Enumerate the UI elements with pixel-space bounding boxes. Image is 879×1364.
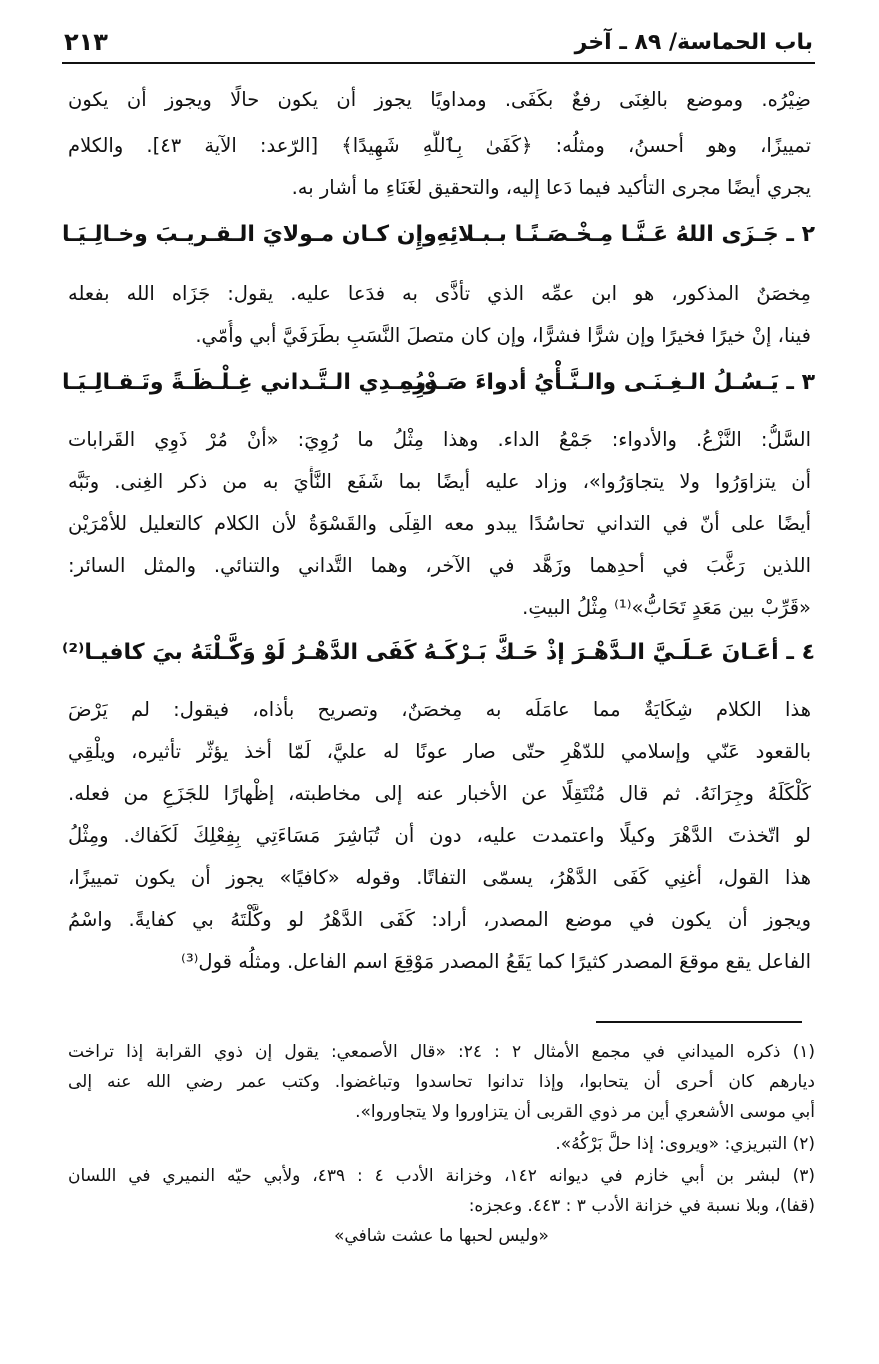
page-header (62, 26, 815, 64)
body-line: ويجوز أن يكون في موضع المصدر، أراد: كَفَى الدَّهْرُ لو وكَّلْتَهُ بي كفايةً. واسْمُ (68, 908, 811, 931)
verse-4 (62, 640, 815, 680)
verse-hemistich-second: كَفَى الدَّهْـرُ لَوْ وَكَّـلْتَهُ بيَ كافيـا⁽²⁾ (62, 640, 417, 665)
footnote-line: (٢) التبريزي: «ويروى: إذا حلَّ بَرْكُهُ». (555, 1134, 815, 1154)
body-line: كَلْكَلَهُ وجِرَانَهُ. ثم قال مُنْتَقِلًا عن الأخبار عنه إلى مخاطبته، إظْهارًا للجَزَعِ من فعله. (68, 782, 811, 805)
body-line: مِخصَنٌ المذكور، هو ابن عمِّه الذي تأذَّى به فدَعا عليه. يقول: جَزَاه الله بفعله (68, 282, 811, 305)
verse-2 (62, 222, 815, 262)
body-line: أيضًا على أنّ في التداني تحاسُدًا يبدو معه القِلَى والقَسْوَةُ لأن الكلام كالتعليل للأمْرَيْن (68, 512, 811, 535)
verse-hemistich-first: ٣ ـ يَـسُـلُ الـغِـنَـى والـنَّـأْيُ أدواءَ صَـدْرِهِ (400, 370, 815, 395)
body-line: «قَرِّبْ بين مَعَدٍ تَحَابُّ»⁽¹⁾ مِثْلُ البيتِ. (522, 596, 811, 619)
footnote-line: (قفا)، وبلا نسبة في خزانة الأدب ٣ : ٤٤٣. وعجزه: (468, 1196, 815, 1216)
footnote-line: ديارهم كان أحرى أن يتحابوا، وإذا تدانوا تحاسدوا وتباغضوا. وكتب عمر رضي الله عنه إلى (68, 1072, 815, 1092)
verse-hemistich-second: ويُـبـدِي الـتَّـداني غِـلْـظَـةً وتَـقـالِـيَـا (62, 370, 438, 395)
running-title: باب الحماسة/ ٨٩ ـ آخر (574, 30, 813, 55)
body-line: السَّلُّ: النَّزْعُ. والأدواء: جَمْعُ الداء. وهذا مِثْلُ ما رُوِيَ: «أنْ مُرْ ذَوِي القَرابات (68, 428, 811, 451)
footnote-line: «وليس لحبها ما عشت شافي» (334, 1226, 549, 1246)
body-line: فينا، إنْ خيرًا فخيرًا وإن شرًّا فشرًّا، وإن كان متصلَ النَّسَبِ بطَرَفَيَّ أبي وأُمّي. (195, 324, 811, 347)
verse-3 (62, 370, 815, 410)
body-line: هذا القول، أغنِي كَفَى الدَّهْرُ، يسمّى التفاتًا. وقوله «كافيًا» يجوز أن يكون تمييزًا، (68, 866, 811, 889)
body-line: أن يتزاوَرُوا ولا يتجاوَرُوا»، وزاد عليه أيضًا بما شَفَع النَّأْيَ به من ذكر الغِنى. ونَبَّه (68, 470, 811, 493)
body-line: تمييزًا، وهو أحسنُ، ومثلُه: ﴿كَفَىٰ بِٱللَّهِ شَهِيدًا﴾ [الرّعد: الآية ٤٣]. والكلام (68, 134, 811, 157)
verse-hemistich-second: وإِن كـان مـولايَ الـقـريـبَ وخـالِـيَـا (62, 222, 437, 247)
footnote-separator (596, 1021, 802, 1023)
footnote-line: أبي موسى الأشعري أين مر ذوي القربى أن يتزاوروا ولا يتجاوروا». (355, 1102, 815, 1122)
body-line: ضِيْرُه. وموضع بالغِنَى رفعٌ بكَفَى. ومداويًا يجوز أن يكون حالًا ويجوز أن يكون (68, 88, 811, 111)
body-line: الفاعل يقع موقعَ المصدر كثيرًا كما يَقَعُ المصدر مَوْقِعَ اسم الفاعل. ومثلُه قول⁽³⁾ (181, 950, 811, 973)
verse-hemistich-first: ٢ ـ جَـزَى اللهُ عَـنَّـا مِـخْـصَـنًـا بـبـلائِهِ (436, 222, 815, 247)
body-line: هذا الكلام شِكَايَةٌ مما عامَلَه به مِخصَنٌ، وتصريح بأذاه، فيقول: لم يَرْضَ (68, 698, 811, 721)
body-line: يجري أيضًا مجرى التأكيد فيما دَعا إليه، والتحقيق لغَنَاءِ ما أشار به. (291, 176, 811, 199)
verse-hemistich-first: ٤ ـ أعَـانَ عَـلَـيَّ الـدَّهْـرَ إذْ حَـكَّ بَـرْكَـهُ (423, 640, 815, 665)
footnote-line: (١) ذكره الميداني في مجمع الأمثال ٢ : ٢٤: «قال الأصمعي: يقول إن ذوي القرابة إذا تراخت (68, 1042, 815, 1062)
body-line: بالقعود عَنّي وإسلامي للدّهْرِ حتّى صار عونًا له عليَّ، لَمّا أخذ يؤثّر تأثيره، ويلْقِي (68, 740, 811, 763)
body-line: لو اتّخذتَ الدَّهْرَ وكيلًا واعتمدت عليه، دون أن تُبَاشِرَ مَسَاءَتِي بِفِعْلِكَ لَكَفاك. ومِثْلُ (68, 824, 811, 847)
footnote-line: (٣) لبشر بن أبي خازم في ديوانه ١٤٢، وخزانة الأدب ٤ : ٤٣٩، ولأبي حيّه النميري في اللسان (68, 1166, 815, 1186)
body-line: اللذين رَغَّبَ في أحدِهما وزَهَّد في الآخر، وهما التَّداني والتنائي. والمثل السائر: (68, 554, 811, 577)
page-number: ٢١٣ (64, 28, 108, 56)
